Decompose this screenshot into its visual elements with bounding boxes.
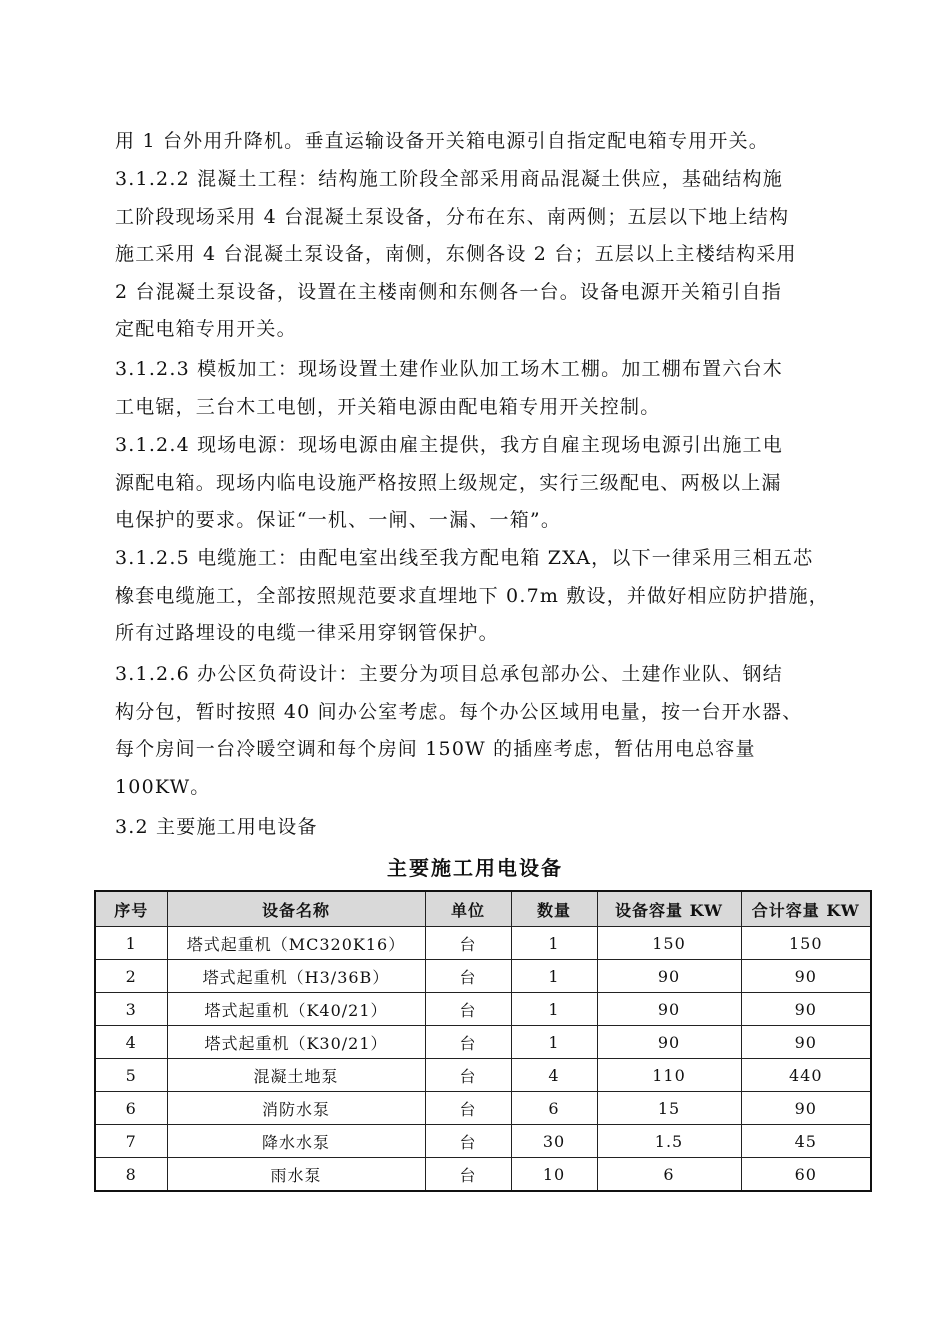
text-line: 3.2 主要施工用电设备 [115,816,318,838]
table-cell: 8 [95,1158,167,1192]
paragraph-formwork [115,351,875,426]
table-title: 主要施工用电设备 [387,856,563,880]
table-cell: 4 [95,1026,167,1059]
table-row [95,1026,871,1059]
table-cell: 3 [95,993,167,1026]
table-cell: 降水水泵 [167,1125,425,1158]
table-cell: 15 [597,1092,741,1125]
table-cell: 90 [597,960,741,993]
table-cell: 台 [425,927,511,960]
table-cell: 90 [741,1026,871,1059]
table-cell: 440 [741,1059,871,1092]
table-cell: 6 [95,1092,167,1125]
paragraph-concrete [115,161,875,349]
table-cell: 60 [741,1158,871,1192]
header-cell: 合计容量 KW [741,891,871,927]
table-row [95,927,871,960]
text-line: 每个房间一台冷暖空调和每个房间 150W 的插座考虑，暂估用电总容量 [115,738,756,760]
table-cell: 1 [511,960,597,993]
table-cell: 塔式起重机（MC320K16） [167,927,425,960]
table-row [95,1092,871,1125]
table-cell: 4 [511,1059,597,1092]
table-cell: 台 [425,1125,511,1158]
paragraph-site-power [115,427,875,540]
text-line: 100KW。 [115,775,211,798]
text-line: 3.1.2.4 现场电源：现场电源由雇主提供，我方自雇主现场电源引出施工电 [115,434,783,456]
text-line: 3.1.2.2 混凝土工程：结构施工阶段全部采用商品混凝土供应，基础结构施 [115,168,783,190]
table-cell: 雨水泵 [167,1158,425,1192]
text-line: 构分包，暂时按照 40 间办公室考虑。每个办公区域用电量，按一台开水器、 [115,700,803,723]
table-row [95,960,871,993]
text-line: 3.1.2.5 电缆施工：由配电室出线至我方配电箱 ZXA，以下一律采用三相五芯 [115,547,814,569]
header-cell: 设备容量 KW [597,891,741,927]
table-cell: 混凝土地泵 [167,1059,425,1092]
table-cell: 90 [741,1092,871,1125]
table-row [95,1158,871,1192]
table-cell: 5 [95,1059,167,1092]
table-cell: 7 [95,1125,167,1158]
table-cell: 1 [511,993,597,1026]
paragraph-cable [115,540,875,653]
table-cell: 110 [597,1059,741,1092]
text-line: 源配电箱。现场内临电设施严格按照上级规定，实行三级配电、两极以上漏 [115,471,782,494]
text-line: 所有过路埋设的电缆一律采用穿钢管保护。 [115,622,499,644]
table-cell: 台 [425,960,511,993]
paragraph-office-load [115,656,875,806]
table-cell: 90 [597,993,741,1026]
header-cell: 单位 [425,891,511,927]
text-line: 电保护的要求。保证“一机、一闸、一漏、一箱”。 [115,509,562,531]
text-line: 施工采用 4 台混凝土泵设备，南侧，东侧各设 2 台；五层以上主楼结构采用 [115,243,797,265]
table-cell: 台 [425,1158,511,1192]
header-cell: 数量 [511,891,597,927]
text-line: 工电锯，三台木工电刨，开关箱电源由配电箱专用开关控制。 [115,395,661,418]
paragraph-hoist [115,123,875,161]
header-cell: 设备名称 [167,891,425,927]
table-cell: 塔式起重机（H3/36B） [167,960,425,993]
table-cell: 塔式起重机（K30/21） [167,1026,425,1059]
table-row [95,1059,871,1092]
text-line: 橡套电缆施工，全部按照规范要求直埋地下 0.7m 敷设，并做好相应防护措施， [115,584,829,607]
table-cell: 90 [741,960,871,993]
table-cell: 台 [425,1026,511,1059]
table-cell: 1.5 [597,1125,741,1158]
table-cell: 消防水泵 [167,1092,425,1125]
table-cell: 90 [741,993,871,1026]
table-cell: 台 [425,993,511,1026]
table-cell: 台 [425,1059,511,1092]
table-cell: 1 [511,1026,597,1059]
table-cell: 台 [425,1092,511,1125]
table-cell: 150 [741,927,871,960]
table-cell: 2 [95,960,167,993]
table-cell: 1 [511,927,597,960]
table-cell: 6 [511,1092,597,1125]
table-cell: 1 [95,927,167,960]
text-line: 2 台混凝土泵设备，设置在主楼南侧和东侧各一台。设备电源开关箱引自指 [115,280,782,303]
table-row [95,993,871,1026]
table-cell: 6 [597,1158,741,1192]
table-row [95,1125,871,1158]
text-line: 3.1.2.6 办公区负荷设计：主要分为项目总承包部办公、土建作业队、钢结 [115,663,783,685]
text-line: 用 1 台外用升降机。垂直运输设备开关箱电源引自指定配电箱专用开关。 [115,130,769,152]
table-cell: 10 [511,1158,597,1192]
section-heading [115,809,875,847]
text-line: 定配电箱专用开关。 [115,318,297,340]
table-cell: 30 [511,1125,597,1158]
table-cell: 150 [597,927,741,960]
table-cell: 90 [597,1026,741,1059]
text-line: 3.1.2.3 模板加工：现场设置土建作业队加工场木工棚。加工棚布置六台木 [115,358,783,380]
header-cell: 序号 [95,891,167,927]
text-line: 工阶段现场采用 4 台混凝土泵设备，分布在东、南两侧；五层以下地上结构 [115,205,790,228]
table-header-row [95,891,871,927]
table-cell: 塔式起重机（K40/21） [167,993,425,1026]
table-cell: 45 [741,1125,871,1158]
equipment-table [94,890,872,1192]
